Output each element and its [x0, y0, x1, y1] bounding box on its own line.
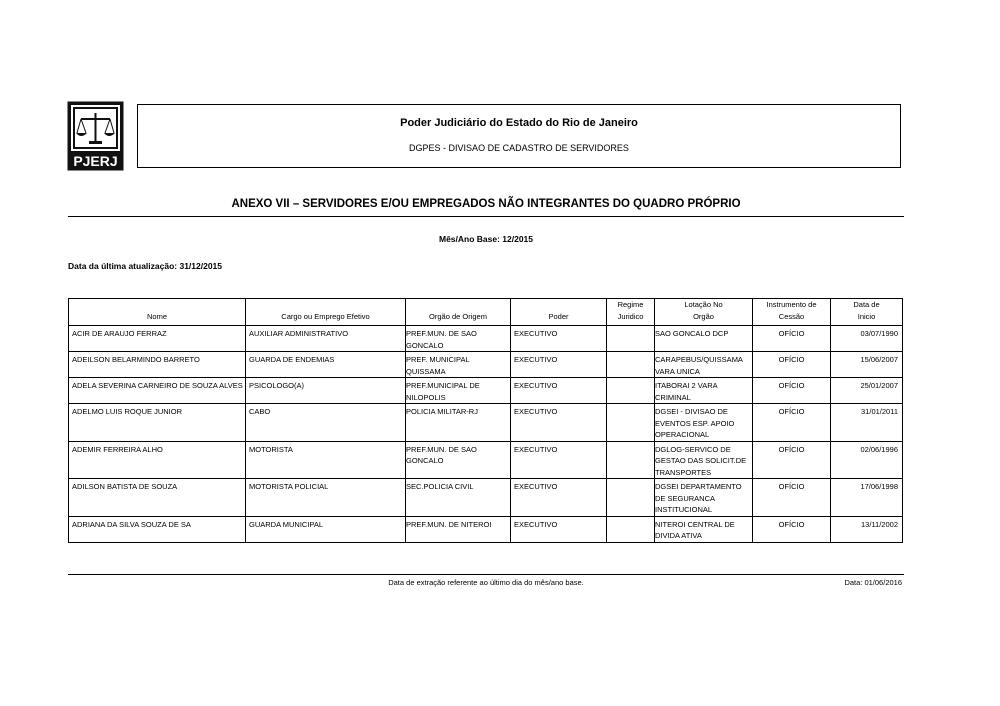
cell-lotacao: SAO GONCALO DCP	[655, 326, 753, 352]
cell-orgao-origem: PREF.MUN. DE SAO GONCALO	[406, 326, 511, 352]
servants-table	[68, 298, 903, 543]
cell-lotacao: CARAPEBUS/QUISSAMA VARA UNICA	[655, 352, 753, 378]
cell-poder: EXECUTIVO	[511, 441, 607, 479]
reference-period: Mês/Ano Base: 12/2015	[438, 234, 534, 244]
cell-orgao-origem: PREF. MUNICIPAL QUISSAMA	[406, 352, 511, 378]
cell-cargo: PSICOLOGO(A)	[246, 378, 406, 404]
cell-nome: ADEILSON BELARMINDO BARRETO	[69, 352, 246, 378]
cell-regime	[607, 404, 655, 442]
column-header: Regime Juridico	[607, 299, 655, 326]
cell-orgao-origem: PREF.MUNICIPAL DE NILOPOLIS	[406, 378, 511, 404]
cell-lotacao: DGLOG-SERVICO DE GESTAO DAS SOLICIT.DE TRANSPORTES	[655, 441, 753, 479]
cell-poder: EXECUTIVO	[511, 352, 607, 378]
column-header: Nome	[69, 299, 246, 326]
column-header: Cargo ou Emprego Efetivo	[246, 299, 406, 326]
table-row	[69, 516, 903, 542]
cell-regime	[607, 326, 655, 352]
document-title: ANEXO VII – SERVIDORES E/OU EMPREGADOS NÃO INTEGRANTES DO QUADRO PRÓPRIO	[231, 198, 741, 210]
cell-cargo: GUARDA DE ENDEMIAS	[246, 352, 406, 378]
cell-orgao-origem: SEC.POLICIA CIVIL	[406, 479, 511, 517]
cell-nome: ADELMO LUIS ROQUE JUNIOR	[69, 404, 246, 442]
table-row	[69, 326, 903, 352]
cell-nome: ADRIANA DA SILVA SOUZA DE SA	[69, 516, 246, 542]
column-header: Orgão de Origem	[406, 299, 511, 326]
cell-data-inicio: 02/06/1996	[831, 441, 903, 479]
cell-lotacao: ITABORAI 2 VARA CRIMINAL	[655, 378, 753, 404]
header-box	[137, 104, 901, 168]
cell-poder: EXECUTIVO	[511, 326, 607, 352]
cell-regime	[607, 378, 655, 404]
cell-lotacao: DGSEI DEPARTAMENTO DE SEGURANCA INSTITUCIONAL	[655, 479, 753, 517]
cell-data-inicio: 15/06/2007	[831, 352, 903, 378]
cell-instrumento: OFÍCIO	[753, 516, 831, 542]
cell-orgao-origem: PREF.MUN. DE SAO GONCALO	[406, 441, 511, 479]
title-divider	[68, 216, 904, 217]
cell-nome: ADILSON BATISTA DE SOUZA	[69, 479, 246, 517]
cell-lotacao: NITEROI CENTRAL DE DIVIDA ATIVA	[655, 516, 753, 542]
pjerj-logo	[67, 101, 124, 171]
cell-poder: EXECUTIVO	[511, 479, 607, 517]
table-row	[69, 352, 903, 378]
table-row	[69, 404, 903, 442]
svg-text:PJERJ: PJERJ	[73, 153, 118, 169]
cell-data-inicio: 17/06/1998	[831, 479, 903, 517]
cell-orgao-origem: POLICIA MILITAR-RJ	[406, 404, 511, 442]
org-name: Poder Judiciário do Estado do Rio de Janeiro	[400, 117, 638, 129]
cell-nome: ACIR DE ARAUJO FERRAZ	[69, 326, 246, 352]
footer-note: Data de extração referente ao último dia do mês/ano base.	[388, 578, 584, 587]
footer-date: Data: 01/06/2016	[844, 578, 902, 587]
table-row	[69, 479, 903, 517]
cell-regime	[607, 352, 655, 378]
cell-instrumento: OFÍCIO	[753, 441, 831, 479]
cell-instrumento: OFÍCIO	[753, 378, 831, 404]
cell-regime	[607, 441, 655, 479]
footer-divider	[68, 574, 904, 575]
table-row	[69, 441, 903, 479]
cell-lotacao: DGSEI - DIVISAO DE EVENTOS ESP. APOIO OPERACIONAL	[655, 404, 753, 442]
cell-instrumento: OFÍCIO	[753, 404, 831, 442]
cell-cargo: GUARDA MUNICIPAL	[246, 516, 406, 542]
cell-data-inicio: 31/01/2011	[831, 404, 903, 442]
column-header: Lotação No Orgão	[655, 299, 753, 326]
cell-regime	[607, 479, 655, 517]
table-header	[69, 299, 903, 326]
cell-data-inicio: 25/01/2007	[831, 378, 903, 404]
cell-orgao-origem: PREF.MUN. DE NITEROI	[406, 516, 511, 542]
cell-cargo: CABO	[246, 404, 406, 442]
column-header: Instrumento de Cessão	[753, 299, 831, 326]
cell-cargo: MOTORISTA POLICIAL	[246, 479, 406, 517]
cell-nome: ADEMIR FERREIRA ALHO	[69, 441, 246, 479]
cell-cargo: MOTORISTA	[246, 441, 406, 479]
column-header: Data de Inicio	[831, 299, 903, 326]
cell-poder: EXECUTIVO	[511, 378, 607, 404]
cell-poder: EXECUTIVO	[511, 516, 607, 542]
cell-instrumento: OFÍCIO	[753, 479, 831, 517]
cell-data-inicio: 03/07/1990	[831, 326, 903, 352]
cell-cargo: AUXILIAR ADMINISTRATIVO	[246, 326, 406, 352]
department-name: DGPES - DIVISAO DE CADASTRO DE SERVIDORES	[409, 143, 629, 153]
table-row	[69, 378, 903, 404]
last-update: Data da última atualização: 31/12/2015	[68, 261, 223, 271]
cell-data-inicio: 13/11/2002	[831, 516, 903, 542]
cell-poder: EXECUTIVO	[511, 404, 607, 442]
cell-nome: ADELA SEVERINA CARNEIRO DE SOUZA ALVES	[69, 378, 246, 404]
cell-instrumento: OFÍCIO	[753, 352, 831, 378]
cell-instrumento: OFÍCIO	[753, 326, 831, 352]
column-header: Poder	[511, 299, 607, 326]
cell-regime	[607, 516, 655, 542]
